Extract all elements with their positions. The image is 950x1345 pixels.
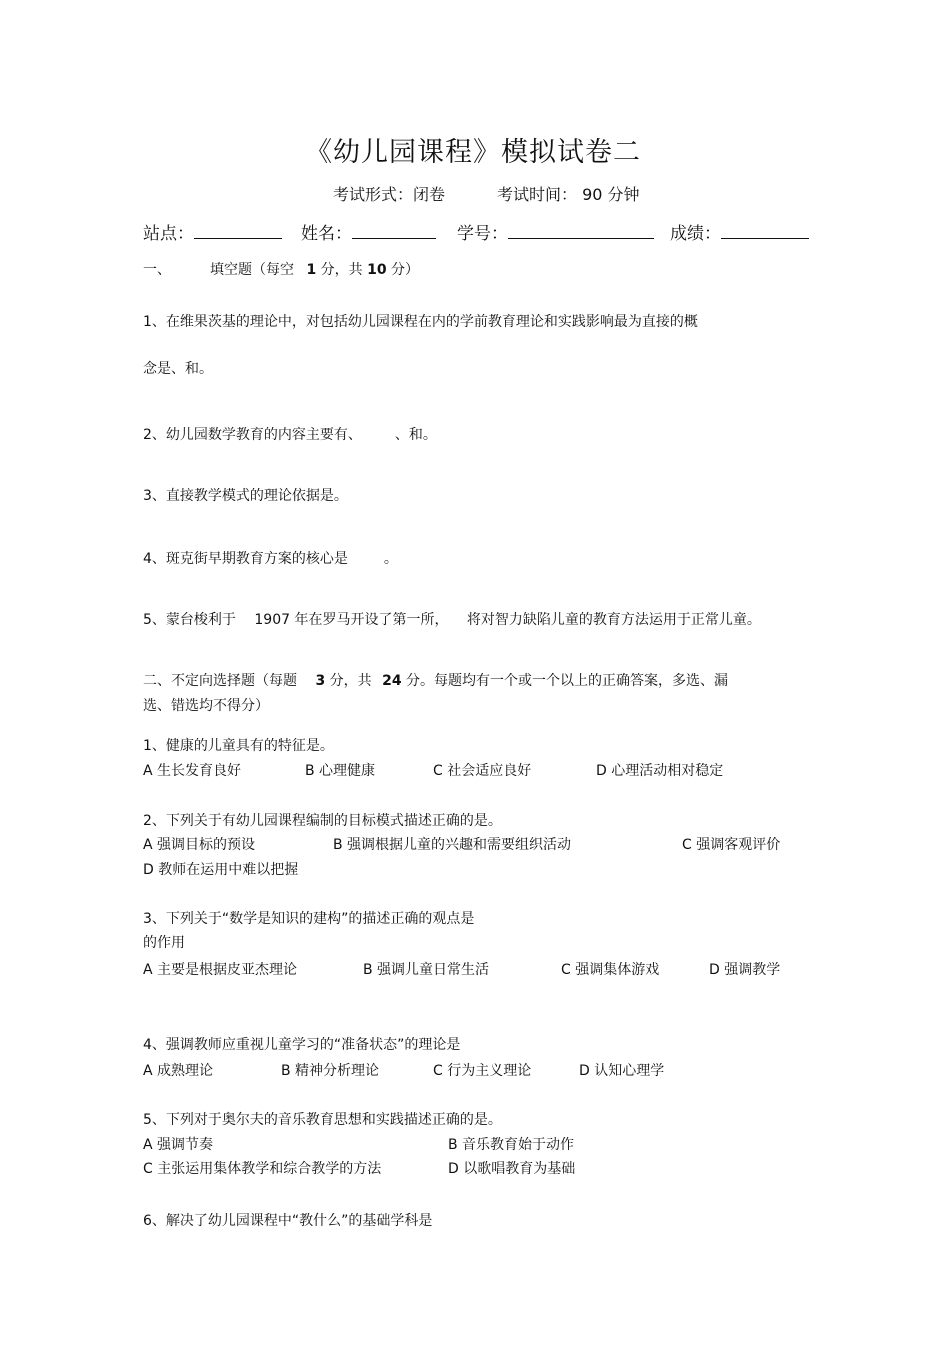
s2-q2-option-b: B 强调根据儿童的兴趣和需要组织活动	[333, 837, 572, 853]
s2-q4-option-b: B 精神分析理论	[281, 1063, 380, 1079]
s1-q4	[143, 548, 398, 568]
name-field	[301, 219, 436, 244]
s1-q4-a: 4、斑克街早期教育方案的核心是	[143, 551, 348, 567]
section2-total: 24	[382, 673, 402, 689]
s2-q3-option-b: B 强调儿童日常生活	[363, 962, 490, 978]
s1-q2	[143, 424, 437, 444]
s2-q2-option-a: A 强调目标的预设	[143, 837, 256, 853]
s2-q4-option-a: A 成熟理论	[143, 1063, 214, 1079]
s1-q4-b: 。	[383, 551, 398, 567]
section1-title-b: 分，共	[320, 262, 363, 278]
s2-q6: 6、解决了幼儿园课程中“教什么”的基础学科是	[143, 1213, 433, 1229]
name-blank[interactable]	[352, 222, 436, 239]
section2-points: 3	[315, 673, 326, 689]
s2-q1-option-b: B 心理健康	[305, 763, 376, 779]
s2-q2-option-c: C 强调客观评价	[682, 837, 781, 853]
s1-q2-b: 、和。	[394, 427, 437, 443]
s2-q5-option-b: B 音乐教育始于动作	[448, 1137, 575, 1153]
s2-q1-option-c: C 社会适应良好	[433, 763, 532, 779]
section2-heading-line2: 选、错选均不得分）	[143, 698, 269, 714]
section1-heading	[210, 259, 419, 279]
s1-q5-b: 1907 年在罗马开设了第一所，	[254, 612, 449, 628]
s2-q4: 4、强调教师应重视儿童学习的“准备状态”的理论是	[143, 1037, 461, 1053]
s1-q5	[143, 609, 761, 629]
score-label: 成绩：	[670, 224, 721, 244]
s2-q3-option-d: D 强调教学	[709, 962, 781, 978]
s1-q1-line2: 念是、和。	[143, 361, 213, 377]
score-blank[interactable]	[721, 222, 809, 239]
s1-q3: 3、直接教学模式的理论依据是。	[143, 488, 348, 504]
section1-title-c: 分）	[391, 262, 420, 278]
s1-q5-a: 5、蒙台梭利于	[143, 612, 236, 628]
student-id-label: 学号：	[457, 224, 508, 244]
section2-title-c: 分。每题均有一个或一个以上的正确答案，多选、漏	[406, 673, 729, 689]
section1-total: 10	[367, 262, 387, 278]
station-field	[143, 219, 282, 244]
section1-title-a: 填空题（每空	[210, 262, 294, 278]
s2-q4-option-d: D 认知心理学	[579, 1063, 665, 1079]
s1-q2-a: 2、幼儿园数学教育的内容主要有、	[143, 427, 355, 443]
s2-q1-option-a: A 生长发育良好	[143, 763, 242, 779]
s1-q1-line1: 1、在维果茨基的理论中，对包括幼儿园课程在内的学前教育理论和实践影响最为直接的概	[143, 314, 698, 330]
s2-q2-option-d: D 教师在运用中难以把握	[143, 862, 299, 878]
student-id-field	[457, 219, 654, 244]
station-blank[interactable]	[194, 222, 282, 239]
station-label: 站点：	[143, 224, 194, 244]
section2-heading	[143, 670, 728, 690]
student-id-blank[interactable]	[508, 222, 654, 239]
s2-q5: 5、下列对于奥尔夫的音乐教育思想和实践描述正确的是。	[143, 1112, 502, 1128]
section1-points: 1	[306, 262, 317, 278]
s2-q3-line2: 的作用	[143, 935, 185, 951]
s1-q5-c: 将对智力缺陷儿童的教育方法运用于正常儿童。	[466, 612, 761, 628]
exam-form: 考试形式：闭卷	[333, 185, 446, 204]
s2-q3-option-c: C 强调集体游戏	[561, 962, 660, 978]
s2-q2: 2、下列关于有幼儿园课程编制的目标模式描述正确的是。	[143, 813, 502, 829]
s2-q1-option-d: D 心理活动相对稳定	[596, 763, 724, 779]
s2-q4-option-c: C 行为主义理论	[433, 1063, 532, 1079]
s2-q5-option-c: C 主张运用集体教学和综合教学的方法	[143, 1161, 382, 1177]
s2-q3-option-a: A 主要是根据皮亚杰理论	[143, 962, 298, 978]
score-field	[670, 219, 809, 244]
section1-number: 一、	[143, 262, 171, 278]
name-label: 姓名：	[301, 224, 352, 244]
exam-time: 考试时间： 90 分钟	[497, 185, 640, 204]
s2-q1: 1、健康的儿童具有的特征是。	[143, 738, 334, 754]
section2-title-a: 二、不定向选择题（每题	[143, 673, 297, 689]
s2-q5-option-a: A 强调节奏	[143, 1137, 214, 1153]
s2-q3-line1: 3、下列关于“数学是知识的建构”的描述正确的观点是	[143, 911, 475, 927]
section2-title-b: 分，共	[329, 673, 372, 689]
s2-q5-option-d: D 以歌唱教育为基础	[448, 1161, 576, 1177]
page-title: 《幼儿园课程》模拟试卷二	[305, 137, 641, 168]
